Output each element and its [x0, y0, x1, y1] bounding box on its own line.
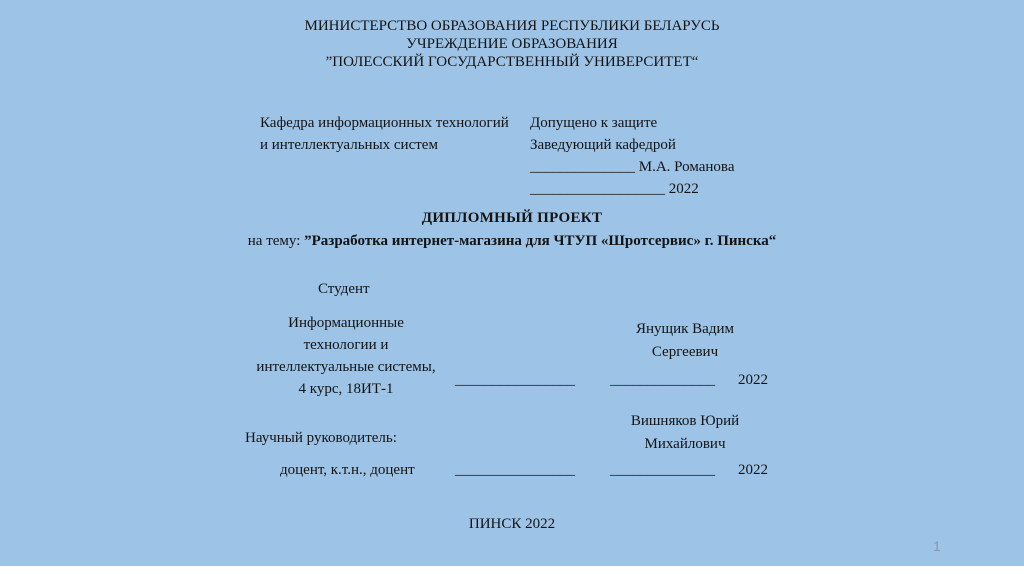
approval-line-2: Заведующий кафедрой	[530, 137, 676, 153]
approval-date-line: __________________ 2022	[530, 181, 699, 197]
student-name-block	[600, 318, 770, 364]
student-name-line-1: Янущик Вадим	[636, 321, 734, 337]
advisor-name-line-1: Вишняков Юрий	[630, 413, 740, 429]
department-block	[260, 112, 509, 156]
program-line-2: технологии и	[303, 337, 389, 353]
program-line-4: 4 курс, 18ИТ-1	[298, 381, 394, 397]
advisor-name-block	[600, 410, 770, 456]
student-date-line: ______________	[610, 372, 715, 388]
topic-prefix: на тему:	[247, 233, 305, 249]
city-year-line: ПИНСК 2022	[468, 516, 556, 532]
approval-line-1: Допущено к защите	[530, 115, 658, 131]
student-year: 2022	[738, 372, 768, 388]
document-topic	[0, 233, 1024, 250]
advisor-date-line: ______________	[610, 462, 715, 478]
approval-block	[530, 112, 734, 200]
advisor-degree-label: доцент, к.т.н., доцент	[280, 462, 415, 478]
advisor-name-line-2: Михайлович	[644, 436, 726, 452]
university-name-line: ”ПОЛЕССКИЙ ГОСУДАРСТВЕННЫЙ УНИВЕРСИТЕТ“	[325, 54, 699, 70]
advisor-signature-line: ________________	[455, 462, 575, 478]
document-title: ДИПЛОМНЫЙ ПРОЕКТ	[421, 210, 603, 226]
department-line-1: Кафедра информационных технологий	[260, 115, 509, 131]
student-date-row	[610, 372, 768, 389]
topic-text: ”Разработка интернет-магазина для ЧТУП «Шротсервис» г. Пинска“	[304, 233, 777, 249]
program-line-3: интеллектуальные системы,	[256, 359, 436, 375]
approval-signature-line: ______________ М.А. Романова	[530, 159, 735, 175]
student-name-line-2: Сергеевич	[651, 344, 719, 360]
university-header	[0, 17, 1024, 71]
student-role-label: Студент	[318, 281, 370, 297]
student-signature-line: ________________	[455, 372, 575, 388]
advisor-role-label: Научный руководитель:	[245, 430, 397, 446]
advisor-year: 2022	[738, 462, 768, 478]
program-line-1: Информационные	[288, 315, 404, 331]
institution-line: УЧРЕЖДЕНИЕ ОБРАЗОВАНИЯ	[406, 36, 618, 52]
ministry-line: МИНИСТЕРСТВО ОБРАЗОВАНИЯ РЕСПУБЛИКИ БЕЛАРУСЬ	[304, 18, 720, 34]
student-program-block	[248, 312, 444, 400]
advisor-date-row	[610, 462, 768, 479]
department-line-2: и интеллектуальных систем	[260, 137, 438, 153]
slide-page-number: 1	[933, 538, 941, 554]
